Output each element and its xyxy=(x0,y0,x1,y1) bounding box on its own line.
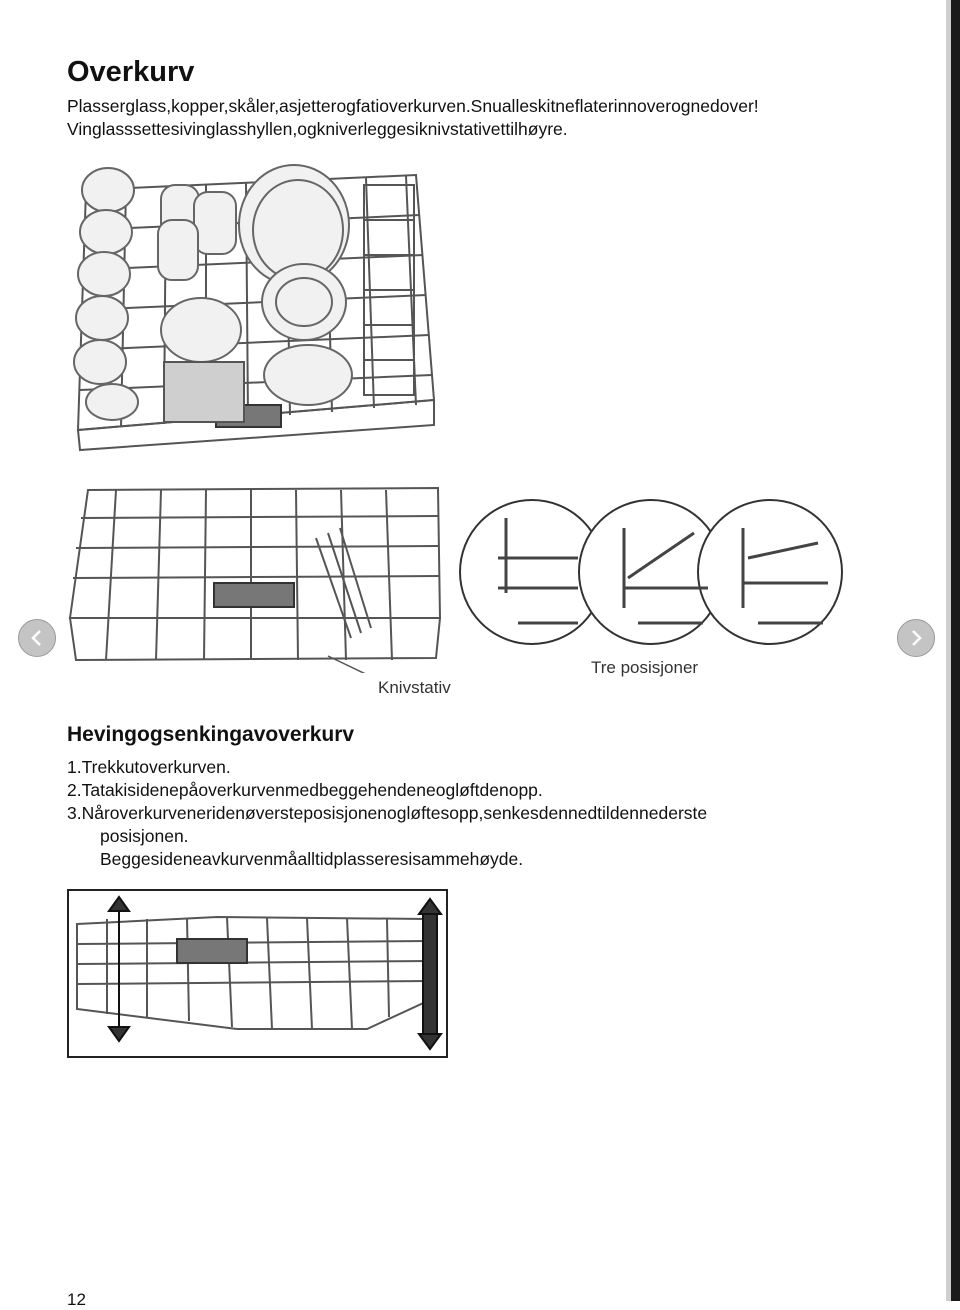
step-2: 2.Tatakisidenepåoverkurvenmedbeggehendeneogløftdenopp. xyxy=(67,780,543,800)
step-3-continuation: posisjonen. xyxy=(100,826,189,846)
empty-upper-basket-illustration xyxy=(66,478,446,673)
instruction-steps xyxy=(67,756,707,871)
page-title: Overkurv xyxy=(67,56,195,88)
three-positions-illustration xyxy=(458,498,846,648)
previous-page-button[interactable] xyxy=(18,619,56,657)
intro-line-2: Vinglasssettesivinglasshyllen,ogkniverleggesiknivstativettilhøyre. xyxy=(67,119,568,139)
next-page-button[interactable] xyxy=(897,619,935,657)
page-number: 12 xyxy=(67,1290,86,1309)
basket-handle-2 xyxy=(214,583,294,607)
page-edge xyxy=(951,0,960,1301)
three-positions-label: Tre posisjoner xyxy=(591,658,699,677)
height-note: Beggesideneavkurvenmåalltidplasseresisammehøyde. xyxy=(100,849,524,869)
intro-text xyxy=(67,95,759,141)
chevron-left-icon xyxy=(28,629,46,647)
knife-rack-label: Knivstativ xyxy=(378,678,451,697)
loaded-upper-basket-illustration xyxy=(66,150,446,460)
chevron-right-icon xyxy=(907,629,925,647)
raise-lower-basket-illustration xyxy=(67,889,448,1059)
intro-line-1: Plasserglass,kopper,skåler,asjetterogfatioverkurven.Snualleskitneflaterinnoverognedover! xyxy=(67,96,759,116)
step-1: 1.Trekkutoverkurven. xyxy=(67,757,231,777)
step-3: 3.Nåroverkurveneridenøversteposisjonenogløftesopp,senkesdennedtildennederste xyxy=(67,803,708,823)
section-heading: Hevingogsenkingavoverkurv xyxy=(67,723,355,746)
basket-handle-3 xyxy=(177,939,247,963)
